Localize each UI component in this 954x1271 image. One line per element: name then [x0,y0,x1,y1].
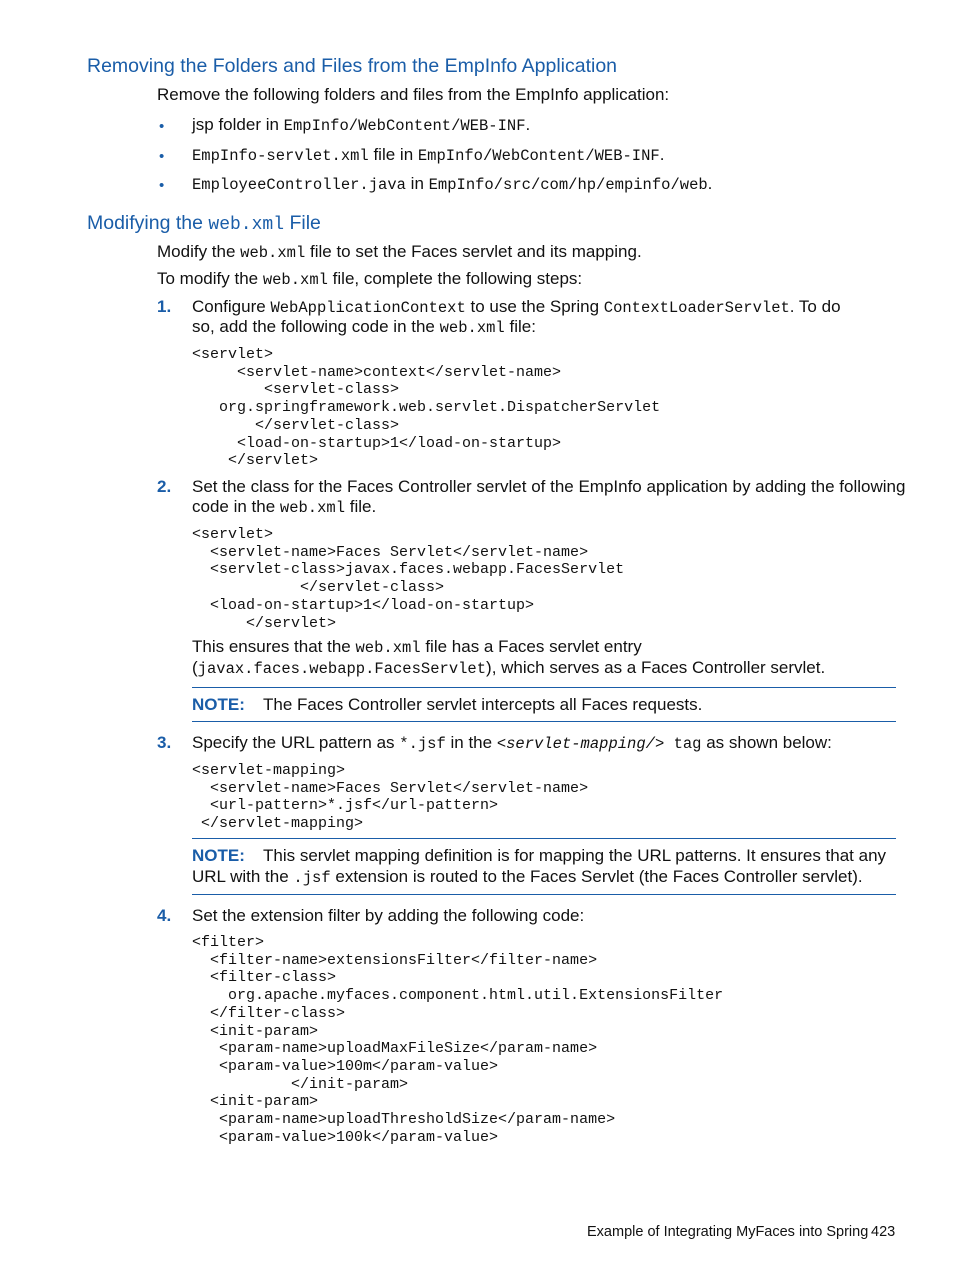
code-line: <servlet-name>Faces Servlet</servlet-name> [192,543,589,561]
bullet-marker: • [159,148,165,165]
section1-intro: Remove the following folders and files from the EmpInfo application: [157,85,670,104]
code-line: </servlet-mapping> [192,815,364,833]
code-line: <servlet-mapping> [192,762,346,779]
step2-explanation-line2: (javax.faces.webapp.FacesServlet), which serves as a Faces Controller servlet. [192,658,826,678]
bullet-marker: • [159,118,165,135]
code-line: </filter-class> [192,1004,346,1022]
step4-text-line1: Set the extension filter by adding the following code: [192,906,585,925]
code-line: <servlet-name>Faces Servlet</servlet-name> [192,779,589,797]
section-heading-modifying: Modifying the web.xml File [87,212,321,235]
page-number: 423 [871,1224,896,1240]
step-number-4: 4. [157,906,172,925]
code-line: <servlet-class>javax.faces.webapp.FacesServlet [192,561,625,579]
step3-text-line1: Specify the URL pattern as *.jsf in the <servlet-mapping/> tag as shown below: [192,733,832,753]
code-line: <param-value>100k</param-value> [192,1128,499,1146]
code-line: <filter-class> [192,969,337,987]
list-item: EmployeeController.java in EmpInfo/src/com/hp/empinfo/web. [192,174,713,194]
list-item: jsp folder in EmpInfo/WebContent/WEB-INF. [192,115,531,135]
step1-text-line2: so, add the following code in the web.xml file: [192,317,536,337]
code-line: </servlet> [192,452,319,470]
code-line: <servlet> [192,346,274,363]
code-line: <filter> [192,934,265,951]
code-line: org.apache.myfaces.component.html.util.ExtensionsFilter [192,987,724,1005]
code-line: <param-name>uploadMaxFileSize</param-name> [192,1040,598,1058]
code-block-extensions-filter [192,934,723,1146]
section-heading-removing: Removing the Folders and Files from the EmpInfo Application [87,55,618,77]
list-item: EmpInfo-servlet.xml file in EmpInfo/WebContent/WEB-INF. [192,145,665,165]
step2-explanation-line1: This ensures that the web.xml file has a Faces servlet entry [192,637,642,657]
code-line: </servlet-class> [192,416,400,434]
code-line: </servlet> [192,614,337,632]
code-line: <load-on-startup>1</load-on-startup> [192,596,535,614]
code-line: <init-param> [192,1093,319,1111]
code-line: <param-value>100m</param-value> [192,1057,499,1075]
note-divider [192,838,896,839]
step2-text-line2: code in the web.xml file. [192,497,377,517]
note-divider [192,721,896,722]
code-line: <servlet-class> [192,381,400,399]
code-line: <servlet> [192,526,274,543]
note-divider [192,687,896,688]
bullet-marker: • [159,177,165,194]
step1-text-line1: Configure WebApplicationContext to use the Spring ContextLoaderServlet. To do [192,297,841,317]
footer-title: Example of Integrating MyFaces into Spring [587,1224,869,1240]
code-block-faces-servlet [192,526,624,632]
code-line: <load-on-startup>1</load-on-startup> [192,434,562,452]
note-label: NOTE: [192,695,245,714]
code-line: <servlet-name>context</servlet-name> [192,363,562,381]
section2-paragraph-2: To modify the web.xml file, complete the following steps: [157,269,583,289]
code-line: </init-param> [192,1075,409,1093]
step2-text-line1: Set the class for the Faces Controller servlet of the EmpInfo application by adding the following [192,477,906,496]
note-label: NOTE: [192,846,245,865]
note-divider [192,894,896,895]
code-line: <init-param> [192,1022,319,1040]
code-line: <filter-name>extensionsFilter</filter-name> [192,951,598,969]
note-text: The Faces Controller servlet intercepts all Faces requests. [263,695,703,714]
step-number-1: 1. [157,297,172,316]
step-number-2: 2. [157,477,172,496]
note-text-line2: URL with the .jsf extension is routed to the Faces Servlet (the Faces Controller servlet). [192,867,863,887]
code-line: org.springframework.web.servlet.DispatcherServlet [192,399,661,417]
code-block-servlet-context [192,346,660,470]
code-line: </servlet-class> [192,579,445,597]
code-line: <url-pattern>*.jsf</url-pattern> [192,797,499,815]
step-number-3: 3. [157,733,172,752]
code-line: <param-name>uploadThresholdSize</param-name> [192,1111,616,1129]
note-text-line1: This servlet mapping definition is for mapping the URL patterns. It ensures that any [263,846,887,865]
code-block-servlet-mapping [192,762,588,833]
section2-paragraph-1: Modify the web.xml file to set the Faces servlet and its mapping. [157,242,642,262]
